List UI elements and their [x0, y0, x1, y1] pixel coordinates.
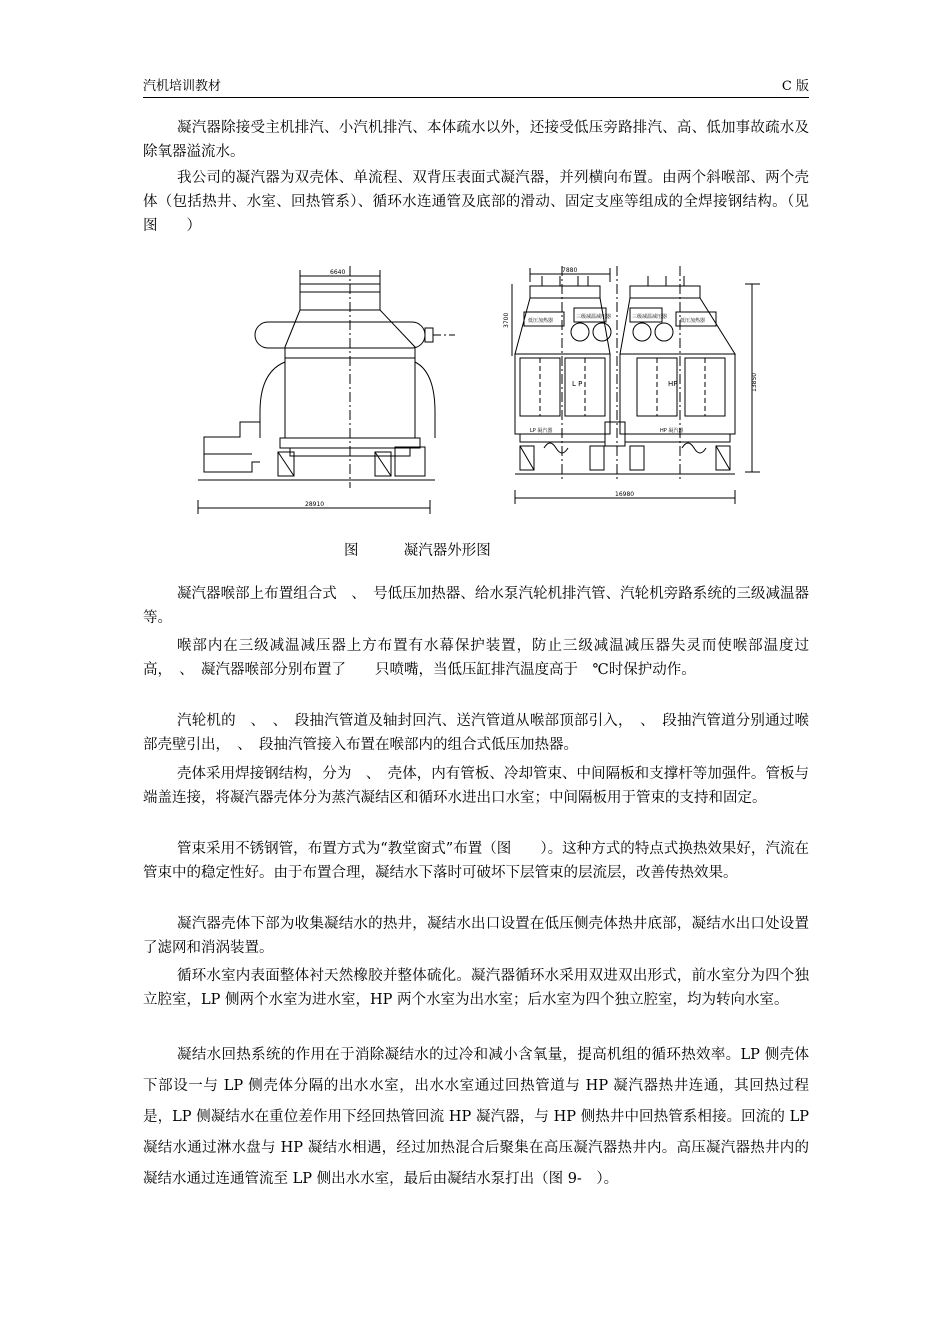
- dim-top-right: 7880: [562, 267, 578, 274]
- side-view-drawing: [198, 266, 455, 514]
- paragraph-10: 凝结水回热系统的作用在于消除凝结水的过冷和减小含氧量，提高机组的循环热效率。LP 侧壳体下部设一与 LP 侧壳体分隔的出水水室，出水水室通过回热管道与 HP 凝汽器热井连通，其回热过程是，LP 侧凝结水在重位差作用下经回热管回流 HP 凝汽器，与 HP 侧热井中回热管系相接。回流的 LP 凝结水通过淋水盘与 HP 凝结水相遇，经过加热混合后聚集在高压凝汽器热井内。高压凝汽器热井内的凝结水通过连通管流至 LP 侧出水水室，最后由凝结水泵打出（图 9- ）。: [143, 1047, 809, 1187]
- header-version: C 版: [781, 79, 809, 94]
- heater-label-2: 三级减温减压器: [576, 314, 612, 320]
- paragraph-3: 凝汽器喉部上布置组合式 、 号低压加热器、给水泵汽轮机排汽管、汽轮机旁路系统的三级减温器等。: [143, 586, 809, 626]
- heater-label-3: 三级减温减压器: [632, 314, 668, 320]
- dim-top-left: 6640: [330, 269, 346, 276]
- dim-side-right: 13850: [751, 372, 758, 392]
- hp-label: HP: [668, 380, 678, 388]
- dim-side-left: 3700: [503, 312, 510, 328]
- heater-label-1: 低压加热器: [528, 318, 554, 324]
- condenser-outline-drawing: [190, 262, 770, 524]
- dim-bottom-left: 28910: [305, 501, 325, 508]
- figure-caption-text: 凝汽器外形图: [403, 543, 491, 559]
- paragraph-5: 汽轮机的 、 、 段抽汽管道及轴封回汽、送汽管道从喉部顶部引入， 、 段抽汽管道分别通过喉部壳壁引出， 、 段抽汽管接入布置在喉部内的组合式低压加热器。: [143, 713, 809, 753]
- paragraph-8: 凝汽器壳体下部为收集凝结水的热井，凝结水出口设置在低压侧壳体热井底部，凝结水出口处设置了滤网和消涡装置。: [143, 916, 809, 956]
- paragraph-9: 循环水室内表面整体衬天然橡胶并整体硫化。凝汽器循环水采用双进双出形式，前水室分为四个独立腔室，LP 侧两个水室为进水室，HP 两个水室为出水室；后水室为四个独立腔室，均为转向水室。: [143, 968, 809, 1008]
- heater-label-4: 低压加热器: [680, 318, 706, 324]
- paragraph-4: 喉部内在三级减温减压器上方布置有水幕保护装置，防止三级减温减压器失灵而使喉部温度过高， 、 凝汽器喉部分别布置了 只喷嘴，当低压缸排汽温度高于 ℃时保护动作。: [143, 638, 809, 678]
- header-divider: [143, 97, 809, 98]
- paragraph-7: 管束采用不锈钢管，布置方式为“教堂窗式”布置（图 ）。这种方式的特点式换热效果好，汽流在管束中的稳定性好。由于布置合理，凝结水下落时可破坏下层管束的层流层，改善传热效果。: [143, 841, 809, 881]
- dim-bottom-right: 16980: [615, 491, 635, 498]
- figure-caption-label: 图: [344, 543, 359, 559]
- paragraph-6: 壳体采用焊接钢结构，分为 、 壳体，内有管板、冷却管束、中间隔板和支撑杆等加强件。管板与端盖连接，将凝汽器壳体分为蒸汽凝结区和循环水进出口水室；中间隔板用于管束的支持和固定。: [143, 766, 809, 806]
- bottom-label-2: HP 凝汽器: [660, 428, 684, 434]
- paragraph-1: 凝汽器除接受主机排汽、小汽机排汽、本体疏水以外，还接受低压旁路排汽、高、低加事故疏水及除氧器溢流水。: [143, 120, 809, 160]
- figure-caption: [344, 540, 491, 562]
- front-view-drawing: [512, 266, 760, 504]
- header-title: 汽机培训教材: [143, 79, 222, 94]
- lp-label: L P: [572, 380, 583, 388]
- bottom-label-1: LP 凝汽器: [530, 428, 553, 434]
- paragraph-2: 我公司的凝汽器为双壳体、单流程、双背压表面式凝汽器，并列横向布置。由两个斜喉部、两个壳体（包括热井、水室、回热管系）、循环水连通管及底部的滑动、固定支座等组成的全焊接钢结构。（见图 ）: [143, 170, 809, 234]
- page-header: [143, 78, 809, 96]
